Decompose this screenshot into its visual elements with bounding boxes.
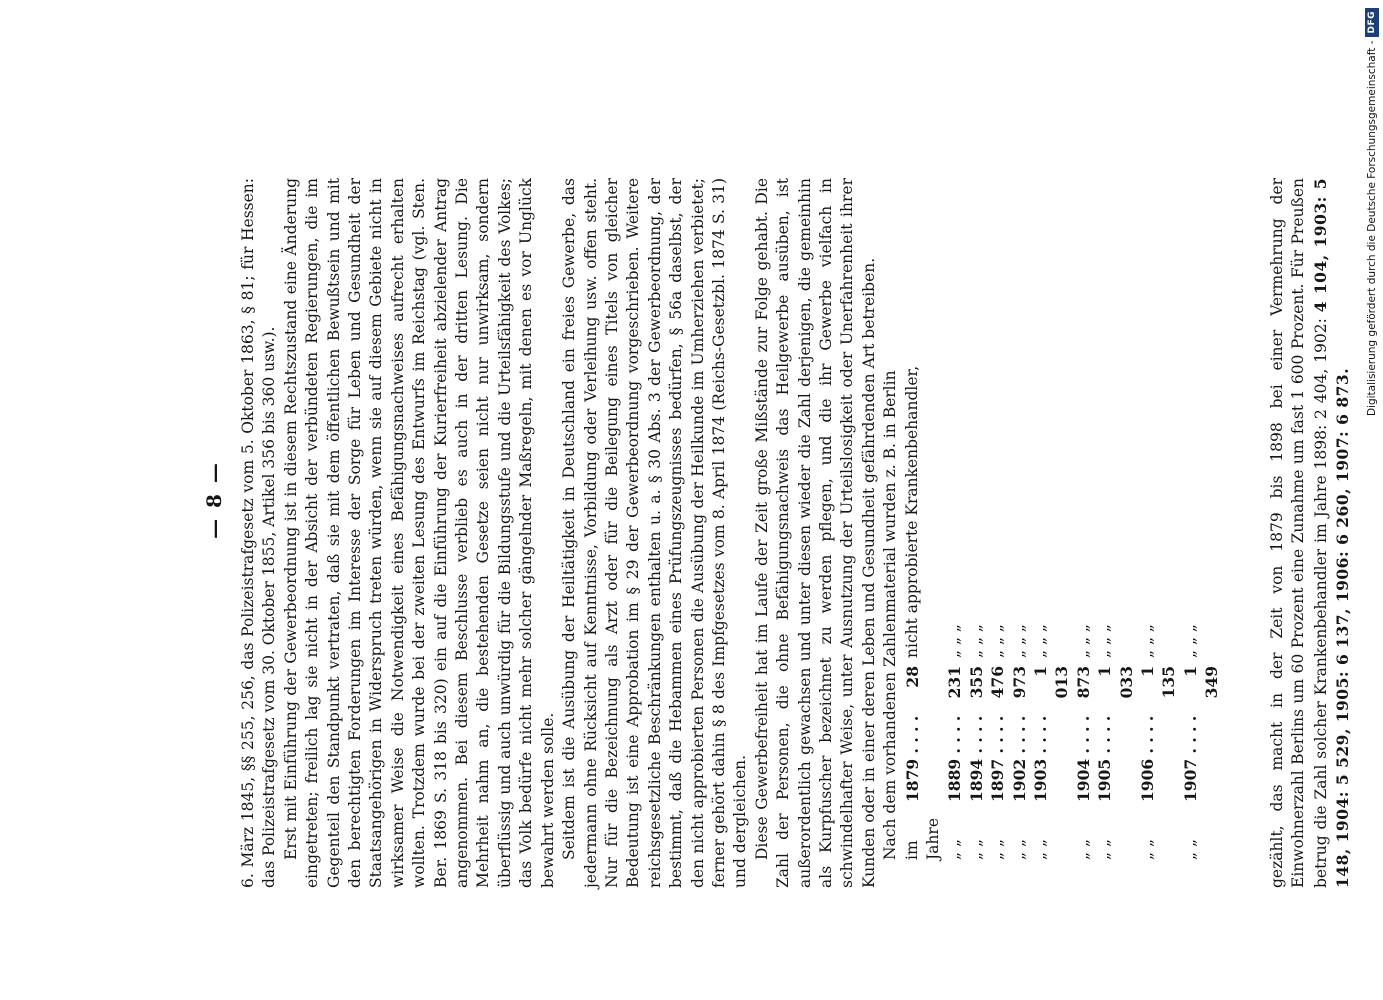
- stats-year: 1905 . . . .: [1095, 715, 1115, 802]
- stats-year: 1904 . . . .: [1073, 715, 1093, 802]
- stats-count: 1 033: [1095, 666, 1136, 699]
- paragraph-2: Erst mit Einführung der Gewerbeordnung ist in diesem Rechtszustand eine Änderung eingetreten; freilich lag sie nicht in der Absicht der verbündeten Regierungen, die im Gegenteil den Standpunkt vertraten, daß sie mit dem öffentlichen Bewußtsein und mit den berechtigten Forderungen im Interesse der Sorge für Leben und Gesundheit der Staatsangehörigen in Widerspruch treten würden, wenn sie auf diesem Gebiete nicht in wirksamer Weise die Notwendigkeit eines Befähigungsnachweises aufrecht erhalten wollten. Trotzdem wurde bei der zweiten Lesung des Entwurfs im Reichstag (vgl. Sten. Ber. 1869 S. 318 bis 320) ein auf die Einführung der Kurierfreiheit abzielender Antrag angenommen. Bei diesem Beschlusse verblieb es auch in der dritten Lesung. Die Mehrheit nahm an, die bestehenden Gesetze seien nicht nur unwirksam, sondern überflüssig und auch unwürdig für die Bildungsstufe und die Urteilsfähigkeit des Volkes; das Volk bedürfe nicht mehr solcher gängelnder Maßregeln, mit denen es vor Unglück bewahrt werden solle.: [281, 178, 557, 888]
- stats-desc: „ „ „: [945, 624, 964, 658]
- paragraph-3: Seitdem ist die Ausübung der Heiltätigkeit in Deutschland ein freies Gewerbe, das jedermann ohne Rücksicht auf Kenntnisse, Vorbildung oder Verleihung usw. offen steht. Nur für die Bezeichnung als Arzt oder für die Beilegung eines Titels von gleicher Bedeutung ist eine Approbation im § 29 der Gewerbeordnung vorgeschrieben. Weitere reichsgesetzliche Beschränkungen enthalten u. a. § 30 Abs. 3 der Gewerbeordnung, der bestimmt, daß die Hebammen eines Prüfungszeugnisses bedürfen, § 56a daselbst, der den nicht approbierten Personen die Ausübung der Heilkunde im Umherziehen verbietet; ferner gehört dahin § 8 des Impfgesetzes vom 8. April 1874 (Reichs-Gesetzbl. 1874 S. 31) und dergleichen.: [560, 178, 750, 888]
- stats-year: 1902 . . . .: [1009, 715, 1029, 802]
- stats-label: „ „: [1138, 839, 1157, 860]
- stats-year: 1907 . . . .: [1180, 715, 1200, 802]
- stats-row: [987, 366, 1008, 860]
- stats-label: „ „: [1095, 839, 1114, 860]
- rotated-document-page: [160, 0, 1383, 1000]
- stats-count: 1 013: [1031, 666, 1072, 699]
- stats-year: 1889 . . . .: [945, 715, 965, 802]
- stats-count: 1 349: [1180, 666, 1222, 699]
- stats-count: 973: [1009, 666, 1029, 699]
- closing-stats: 4 104, 1903: 5 148, 1904: 5 529, 1905: 6 137, 1906: 6 260, 1907: 6 873.: [1310, 177, 1352, 888]
- stats-count: 873: [1073, 666, 1093, 699]
- stats-desc: „ „ „: [1180, 624, 1199, 658]
- stats-desc: nicht approbierte Krankenbehandler,: [902, 365, 921, 658]
- paragraph-1: 6. März 1845, §§ 255, 256, das Polizeistrafgesetz vom 5. Oktober 1863, § 81; für Hessen: das Polizeistrafgesetz vom 30. Oktober 1855, Artikel 356 bis 360 usw.).: [239, 178, 279, 888]
- document-body: [238, 178, 1354, 888]
- credit-text: Digitalisierung gefördert durch die Deutsche Forschungsgemeinschaft -: [1366, 40, 1378, 417]
- stats-label: „ „: [1031, 839, 1050, 860]
- stats-year: 1906 . . . .: [1138, 715, 1158, 802]
- stats-year: 1897 . . . .: [988, 715, 1008, 802]
- stats-count: 476: [988, 666, 1008, 699]
- stats-count: 28: [902, 666, 922, 688]
- stats-count: 1 135: [1138, 666, 1179, 699]
- stats-label: „ „: [945, 839, 964, 860]
- digitization-credit: [1360, 8, 1383, 998]
- credit-line: [1360, 8, 1383, 998]
- stats-row: [1137, 366, 1180, 860]
- stats-intro: Nach dem vorhandenen Zahlenmaterial wurden z. B. in Berlin: [881, 370, 900, 860]
- stats-desc: „ „ „: [1138, 624, 1157, 658]
- stats-year: 1894 . . . .: [966, 715, 986, 802]
- stats-count: 231: [945, 666, 965, 699]
- closing-section: [1267, 178, 1355, 888]
- closing-text: gezählt, das macht in der Zeit von 1879 bis 1898 bei einer Vermehrung der Einwohnerzahl Berlins um 60 Prozent eine Zunahme um fast 1 600 Prozent. Für Preußen betrug die Zahl solcher Krankenbehandler im Jahre 1898: 2 404, 1902:: [1267, 178, 1330, 888]
- closing-paragraph: [1267, 178, 1355, 888]
- stats-count: 355: [966, 666, 986, 699]
- stats-row: [944, 366, 965, 860]
- page-number: — 8 —: [202, 461, 226, 539]
- dfg-logo: DFG: [1365, 8, 1379, 37]
- berlin-stats-table: [902, 366, 1223, 860]
- stats-desc: „ „ „: [1009, 624, 1028, 658]
- stats-year: 1879 . . . .: [902, 715, 922, 802]
- stats-label: im Jahre: [902, 817, 942, 860]
- stats-label: „ „: [988, 839, 1007, 860]
- stats-desc: „ „ „: [966, 624, 985, 658]
- stats-label: „ „: [1073, 839, 1092, 860]
- paragraph-4: Diese Gewerbefreiheit hat im Laufe der Zeit große Mißstände zur Folge gehabt. Die Zahl der Personen, die ohne Befähigungsnachweis das Heilgewerbe ausüben, ist außerordentlich gewachsen und unter diesen wieder die Zahl derjenigen, die gemeinhin als Kurpfuscher bezeichnet zu werden pflegen, und die ihr Gewerbe vielfach in schwindelhafter Weise, unter Ausnutzung der Urteilslosigkeit oder Unerfahrenheit ihrer Kunden oder in einer deren Leben und Gesundheit gefährdenden Art betreiben.: [752, 178, 878, 888]
- stats-row: [1030, 366, 1073, 860]
- stats-desc: „ „ „: [1095, 624, 1114, 658]
- stats-desc: „ „ „: [1031, 624, 1050, 658]
- stats-row: [1094, 366, 1137, 860]
- stats-desc: „ „ „: [988, 624, 1007, 658]
- stats-desc: „ „ „: [1073, 624, 1092, 658]
- stats-year: 1903 . . . .: [1031, 715, 1051, 802]
- stats-row: [902, 366, 945, 860]
- stats-row: [1009, 366, 1030, 860]
- stats-label: „ „: [1180, 839, 1199, 860]
- stats-label: „ „: [1009, 839, 1028, 860]
- stats-row: [966, 366, 987, 860]
- stats-row: [1180, 366, 1223, 860]
- stats-row: [1073, 366, 1094, 860]
- stats-label: „ „: [966, 839, 985, 860]
